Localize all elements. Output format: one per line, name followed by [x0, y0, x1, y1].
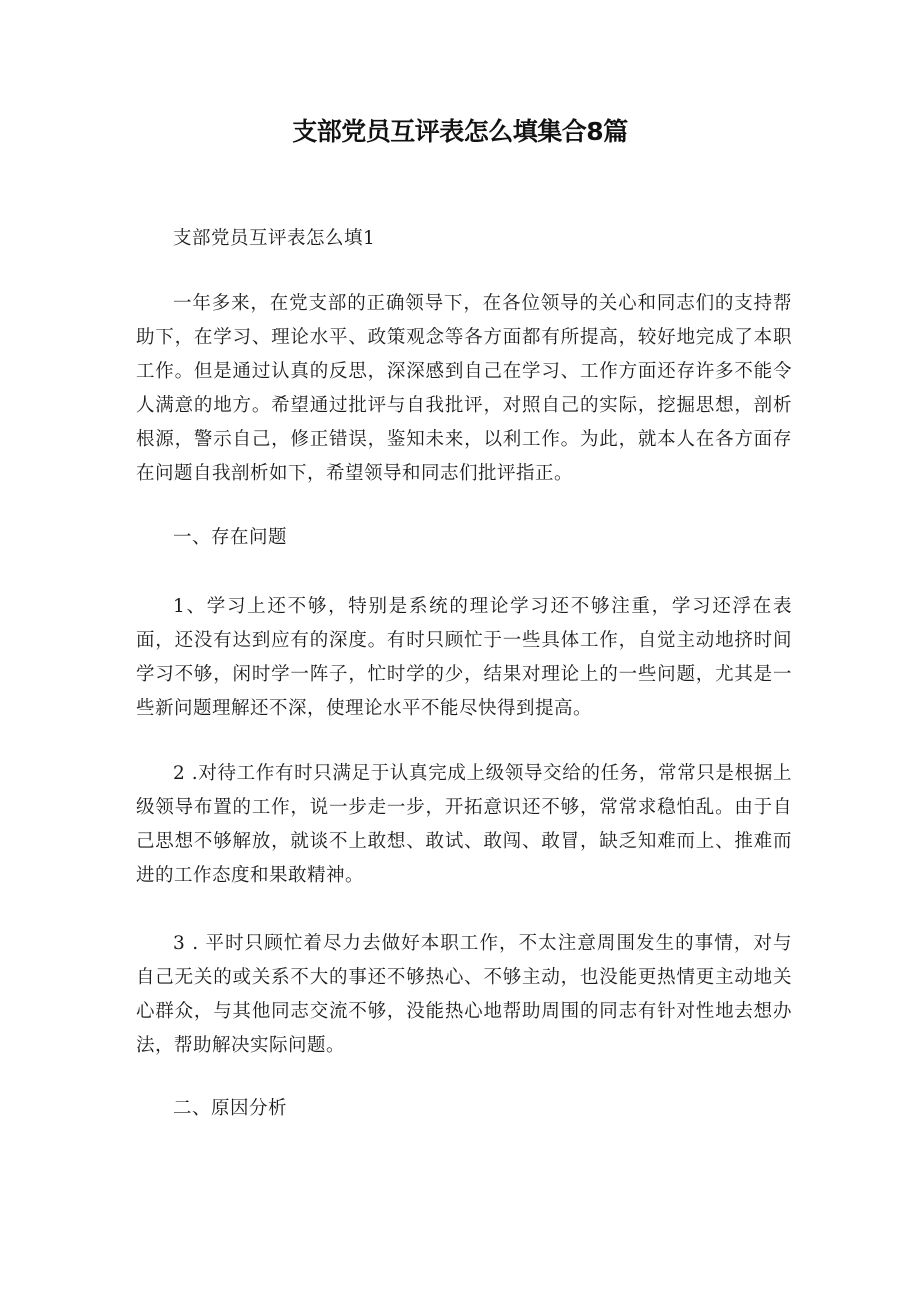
document-title: 支部党员互评表怎么填集合8篇 [292, 117, 628, 146]
problem-item-3: 3 . 平时只顾忙着尽力去做好本职工作，不太注意周围发生的事情，对与自己无关的或关系不大的事还不够热心、不够主动，也没能更热情更主动地关心群众，与其他同志交流不够，没能热心地帮助周围的同志有针对性地去想办法，帮助解决实际问题。 [136, 933, 792, 1056]
problem-item-1: 1、学习上还不够，特别是系统的理论学习还不够注重，学习还浮在表面，还没有达到应有的深度。有时只顾忙于一些具体工作，自觉主动地挤时间学习不够，闲时学一阵子，忙时学的少，结果对理论上的一些问题，尤其是一些新问题理解还不深，使理论水平不能尽快得到提高。 [136, 596, 792, 719]
section-heading-problems: 一、存在问题 [173, 527, 288, 548]
intro-paragraph: 一年多来，在党支部的正确领导下，在各位领导的关心和同志们的支持帮助下，在学习、理论水平、政策观念等各方面都有所提高，较好地完成了本职工作。但是通过认真的反思，深深感到自己在学习、工作方面还存许多不能令人满意的地方。希望通过批评与自我批评，对照自己的实际，挖掘思想，剖析根源，警示自己，修正错误，鉴知未来，以利工作。为此，就本人在各方面存在问题自我剖析如下，希望领导和同志们批评指正。 [136, 293, 792, 484]
problem-item-2: 2 .对待工作有时只满足于认真完成上级领导交给的任务，常常只是根据上级领导布置的工作，说一步走一步，开拓意识还不够，常常求稳怕乱。由于自己思想不够解放，就谈不上敢想、敢试、敢闯、敢冒，缺乏知难而上、推难而进的工作态度和果敢精神。 [136, 763, 792, 886]
section-heading-causes: 二、原因分析 [173, 1098, 288, 1119]
article-subtitle: 支部党员互评表怎么填1 [173, 228, 376, 249]
